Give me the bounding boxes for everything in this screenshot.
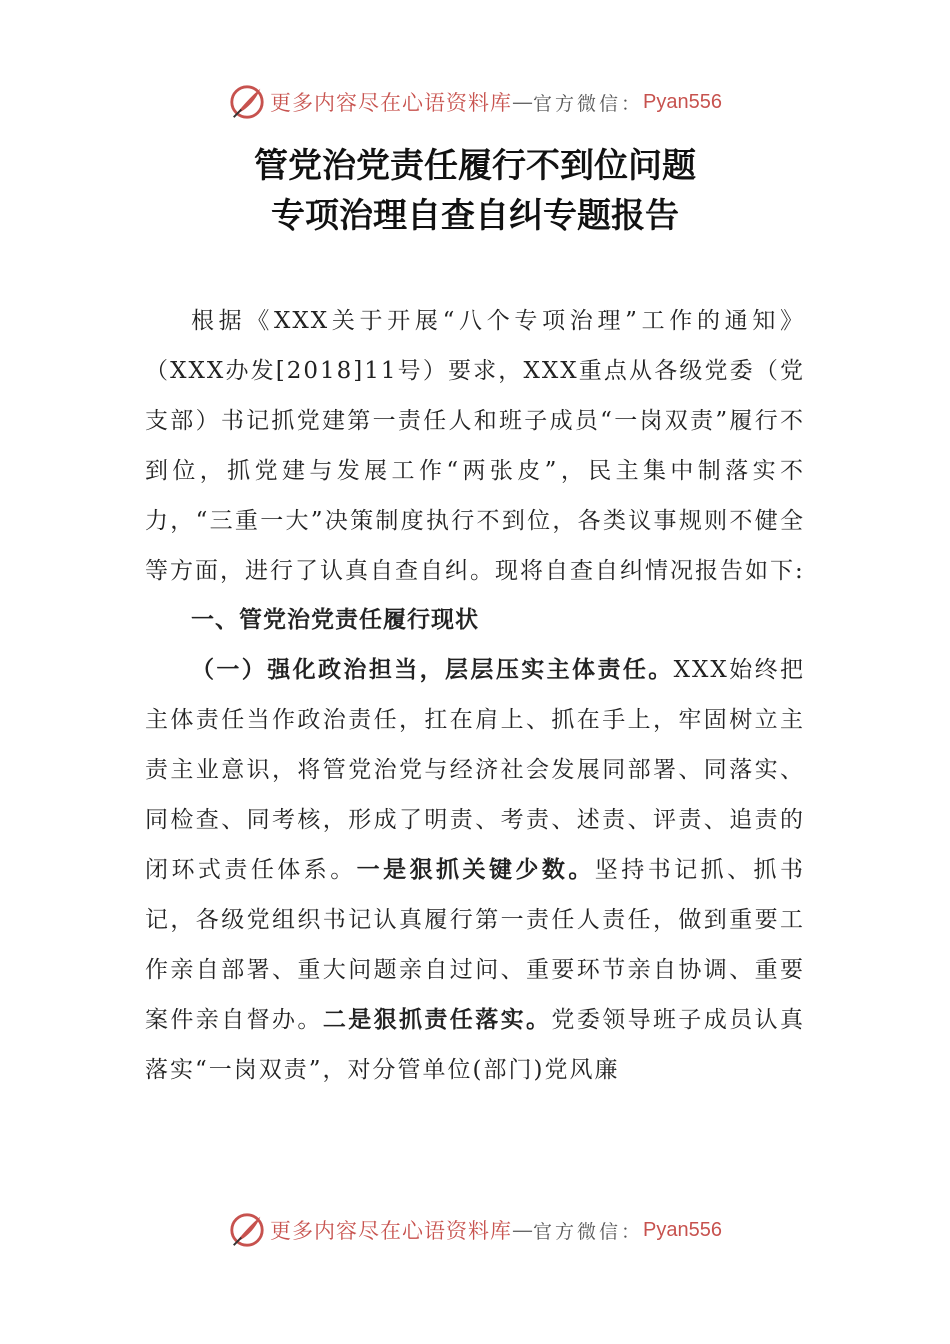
banner-wechat-id: Pyan556 xyxy=(643,1218,722,1241)
quill-logo-icon xyxy=(228,1211,266,1249)
document-title-line2: 专项治理自查自纠专题报告 xyxy=(271,196,679,236)
point1-text: 坚持书记抓、抓书记，各级党组织书记认真履行第一责任人责任，做到重要工作亲自部署、重大问题亲自过问、重要环节亲自协调、重要案件亲自督办。 xyxy=(145,856,806,1033)
banner-separator: — xyxy=(512,1218,533,1242)
quill-logo-icon xyxy=(228,83,266,121)
banner-text: 更多内容尽在心语资料库 xyxy=(270,91,512,115)
section-heading: 一、管党治党责任履行现状 xyxy=(191,607,479,634)
intro-paragraph: 根据《XXX关于开展“八个专项治理”工作的通知》（XXX办发[2018]11号）要求，XXX重点从各级党委（党支部）书记抓党建第一责任人和班子成员“一岗双责”履行不到位，抓党建与发展工作“两张皮”，民主集中制落实不力，“三重一大”决策制度执行不到位，各类议事规则不健全等方面，进行了认真自查自纠。现将自查自纠情况报告如下: xyxy=(145,308,805,584)
document-title-line1: 管党治党责任履行不到位问题 xyxy=(254,146,696,186)
banner-wechat-label: 官方微信： xyxy=(533,92,644,115)
banner-wechat-id: Pyan556 xyxy=(643,90,722,113)
para-lead: （一）强化政治担当，层层压实主体责任。 xyxy=(191,657,674,684)
section-paragraph xyxy=(145,646,805,1095)
banner-wechat-label: 官方微信： xyxy=(533,1220,644,1243)
point2-text: 党委领导班子成员认真落实“一岗双责”，对分管单位(部门)党风廉 xyxy=(145,1006,806,1083)
point2-lead: 二是狠抓责任落实。 xyxy=(322,1006,552,1033)
header-watermark-banner xyxy=(0,82,950,122)
document-body xyxy=(145,297,805,1096)
footer-watermark-banner xyxy=(0,1210,950,1250)
para-text: XXX始终把主体责任当作政治责任，扛在肩上、抓在手上，牢固树立主责主业意识，将管党治党与经济社会发展同部署、同落实、同检查、同考核，形成了明责、考责、述责、评责、追责的闭环式责任体系。 xyxy=(145,657,806,883)
banner-text: 更多内容尽在心语资料库 xyxy=(270,1219,512,1243)
banner-separator: — xyxy=(512,90,533,114)
point1-lead: 一是狠抓关键少数。 xyxy=(356,856,595,883)
